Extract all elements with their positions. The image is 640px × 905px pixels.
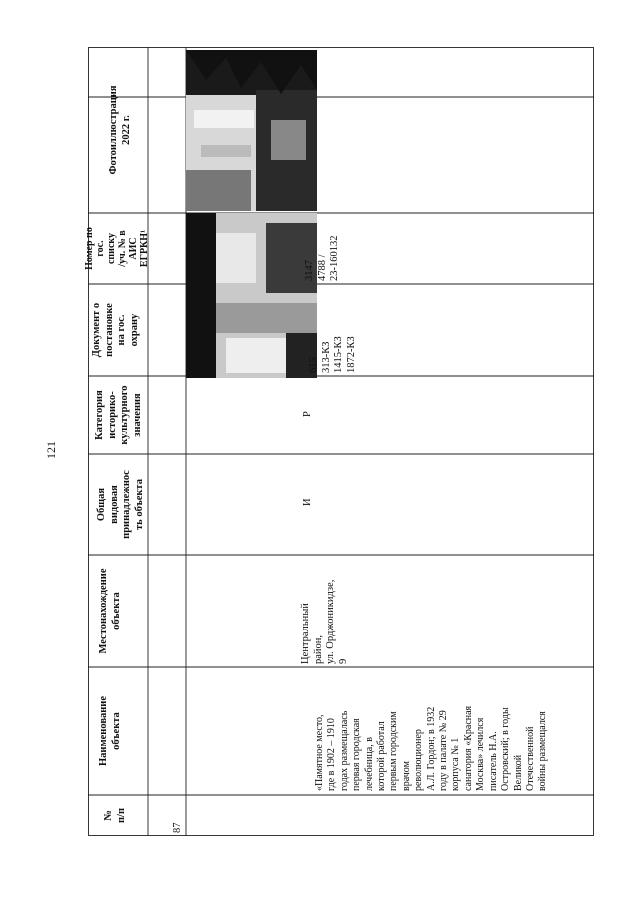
photo-1: [186, 50, 317, 211]
row-name: «Памятное место, где в 1902 – 1910 годах размещалась первая городская лечебница, в которой работал первым городским врачом революционер А.Л. Гордон; в 1932 году в палате № 29 корпуса № 1 санатория «Красная Москва» лечился писатель Н.А. Островский; в годы Великой Отечественной войны размещался: [314, 705, 549, 791]
row-category: Р: [302, 411, 313, 417]
row-number: 87: [172, 822, 183, 833]
header-document: Документ о постановке на гос. охрану: [91, 302, 140, 358]
header-number: № п/п: [103, 807, 127, 824]
header-photo: Фотоиллюстрация 2022 г.: [108, 85, 132, 175]
row-type: И: [302, 498, 313, 506]
photo-2: [186, 213, 317, 378]
header-registry: Номер по гос. списку /уч. № в АИС ЕГРКН¹: [84, 227, 150, 270]
row-document: 615 313-КЗ 1415-КЗ 1872-КЗ: [308, 336, 357, 373]
header-category: Категория историко- культурного значения: [94, 385, 143, 445]
row-location: Центральный район, ул. Орджоникидзе, 9: [300, 579, 349, 664]
heritage-table: [84, 47, 594, 836]
header-location: Местонахождение объекта: [98, 568, 122, 654]
header-type: Общая видовая принадлежнос ть объекта: [96, 470, 145, 539]
row-registry: 3147 4788 / 23-160132: [304, 235, 341, 281]
page-number: 121: [44, 441, 58, 459]
header-name: Наименование объекта: [98, 696, 122, 766]
